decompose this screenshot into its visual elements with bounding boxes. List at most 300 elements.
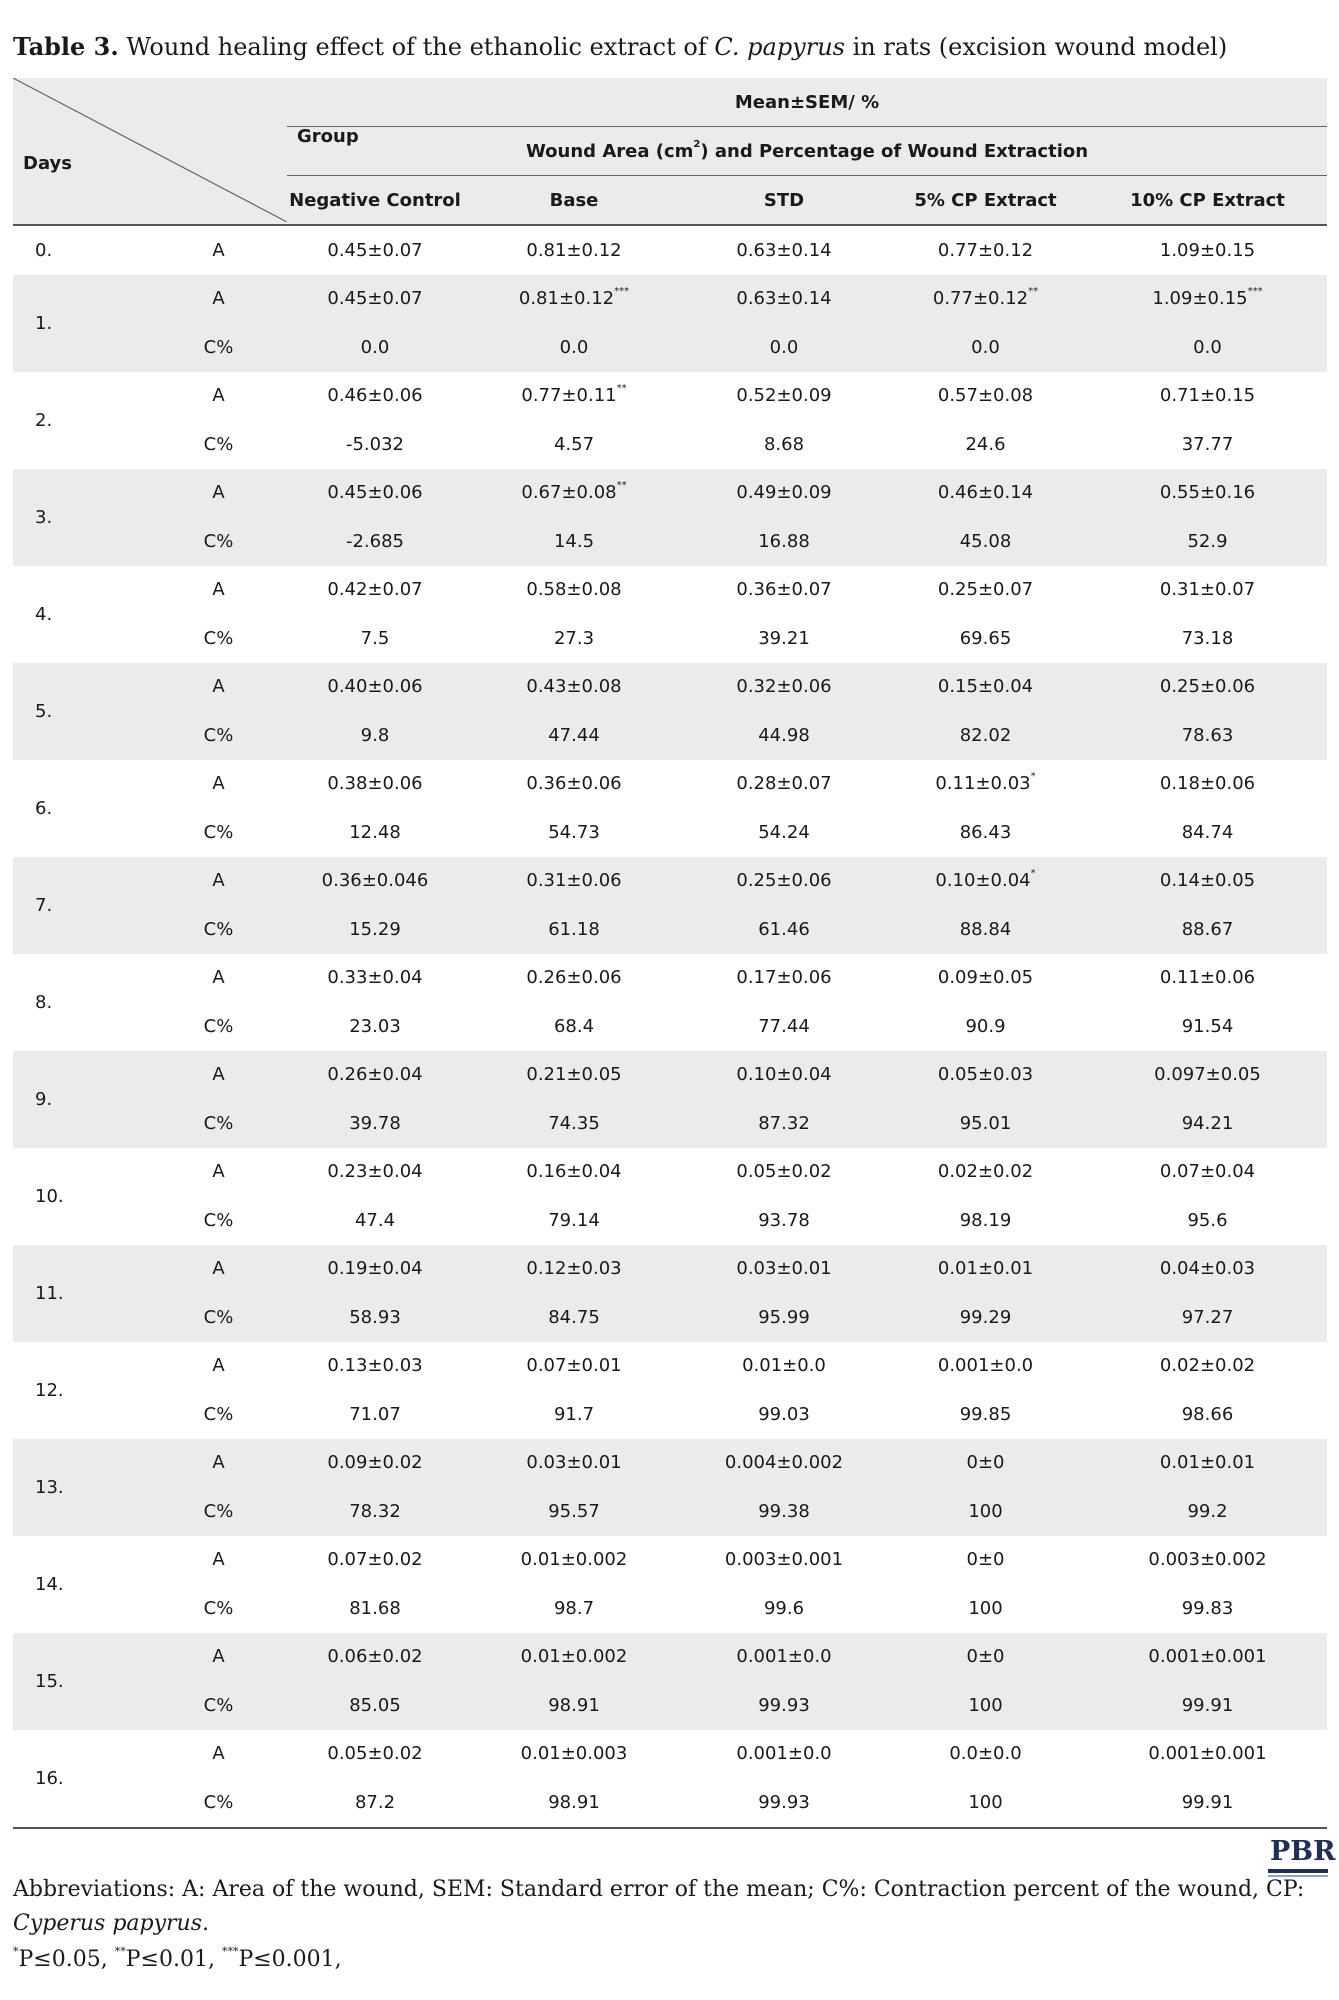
cell-value: 0.01±0.01 xyxy=(937,1258,1034,1280)
significance-mark: ** xyxy=(1028,286,1039,298)
value-cell xyxy=(685,372,883,421)
value-cell xyxy=(463,1439,685,1488)
day-cell: 7. xyxy=(13,857,150,954)
group-header: Group xyxy=(297,126,359,147)
value-cell xyxy=(883,1390,1088,1439)
group-cell: C% xyxy=(150,1293,287,1342)
group-cell: C% xyxy=(150,517,287,566)
value-cell xyxy=(883,275,1088,324)
group-cell: C% xyxy=(203,433,234,455)
value-cell xyxy=(463,760,685,809)
value-cell xyxy=(287,1633,463,1682)
value-cell xyxy=(463,323,685,372)
value-cell xyxy=(463,1002,685,1051)
value-cell xyxy=(685,1633,883,1682)
cell-value: 0.81±0.12 xyxy=(518,288,615,310)
value-cell xyxy=(685,1342,883,1391)
value-cell xyxy=(1088,1487,1327,1536)
cell-value: 0.01±0.01 xyxy=(1159,1452,1256,1474)
table-row xyxy=(13,1633,1327,1682)
value-cell xyxy=(685,1536,883,1585)
value-cell xyxy=(287,1002,463,1051)
value-cell xyxy=(287,1730,463,1779)
day-cell: 9. xyxy=(13,1051,150,1148)
table-row xyxy=(13,663,1327,712)
value-cell xyxy=(685,1584,883,1633)
cell-value: 0±0 xyxy=(966,1646,1005,1668)
value-cell xyxy=(685,954,883,1003)
cell-value: 1.09±0.15 xyxy=(1152,288,1248,310)
value-cell xyxy=(463,711,685,760)
value-cell xyxy=(1088,760,1327,809)
cell-value: 0.49±0.09 xyxy=(736,482,832,504)
value-cell xyxy=(1088,275,1327,324)
cell-value: 0.42±0.07 xyxy=(327,579,423,601)
value-cell xyxy=(685,1148,883,1197)
value-cell xyxy=(463,1196,685,1245)
cell-value: 0.31±0.07 xyxy=(1159,579,1256,601)
cell-value: -2.685 xyxy=(345,530,405,552)
group-cell: A xyxy=(212,1743,225,1765)
value-cell xyxy=(685,566,883,615)
table-row xyxy=(13,954,1327,1003)
cell-value: 9.8 xyxy=(360,724,390,746)
cell-value: 0.06±0.02 xyxy=(327,1646,423,1668)
table-row xyxy=(13,1439,1327,1488)
value-cell xyxy=(685,1439,883,1488)
value-cell xyxy=(463,420,685,469)
table-row xyxy=(13,275,1327,324)
footnote-species: Cyperus papyrus xyxy=(13,1911,203,1936)
value-cell xyxy=(463,1148,685,1197)
group-cell: A xyxy=(212,967,225,989)
cell-value: 0.09±0.05 xyxy=(937,967,1034,989)
cell-value: 95.6 xyxy=(1187,1209,1228,1231)
value-cell xyxy=(883,1730,1088,1779)
value-cell xyxy=(1088,1099,1327,1148)
cell-value: 23.03 xyxy=(349,1015,401,1037)
value-cell xyxy=(287,711,463,760)
group-cell: C% xyxy=(203,821,234,843)
group-cell: A xyxy=(150,275,287,324)
cell-value: 71.07 xyxy=(349,1403,401,1425)
value-cell xyxy=(685,905,883,954)
value-cell xyxy=(883,1245,1088,1294)
cell-value: 0.63±0.14 xyxy=(736,288,832,310)
cell-value: 94.21 xyxy=(1181,1112,1234,1134)
value-cell xyxy=(1088,1778,1327,1828)
day-cell: 1. xyxy=(13,275,150,372)
value-cell xyxy=(287,323,463,372)
table-row xyxy=(13,1002,1327,1051)
value-cell xyxy=(287,857,463,906)
value-cell xyxy=(463,905,685,954)
group-cell: A xyxy=(212,579,225,601)
value-cell xyxy=(883,1536,1088,1585)
cell-value: 0.001±0.0 xyxy=(736,1743,832,1765)
cell-value: 68.4 xyxy=(553,1015,595,1037)
value-cell xyxy=(1088,857,1327,906)
value-cell xyxy=(1088,1196,1327,1245)
cell-value: 0±0 xyxy=(966,1549,1005,1571)
group-cell: A xyxy=(212,1355,225,1377)
day-cell: 14. xyxy=(35,1573,64,1595)
cell-value: 0.36±0.046 xyxy=(321,870,429,892)
value-cell xyxy=(1088,1051,1327,1100)
value-cell xyxy=(287,808,463,857)
value-cell xyxy=(883,1778,1088,1828)
value-cell xyxy=(1088,1730,1327,1779)
cell-value: 98.19 xyxy=(959,1209,1012,1231)
cell-value: 99.2 xyxy=(1187,1500,1228,1522)
day-cell: 15. xyxy=(13,1633,150,1730)
cell-value: 0.0 xyxy=(1193,336,1222,358)
cell-value: 0.25±0.06 xyxy=(1159,676,1256,698)
table-row xyxy=(13,1681,1327,1730)
caption-label: Table 3. xyxy=(13,32,119,61)
cell-value: 61.18 xyxy=(548,918,600,940)
cell-value: 73.18 xyxy=(1181,627,1234,649)
table-row xyxy=(13,372,1327,421)
value-cell xyxy=(287,1681,463,1730)
value-cell xyxy=(685,1390,883,1439)
value-cell xyxy=(1088,566,1327,615)
table-row xyxy=(13,1778,1327,1828)
table-row xyxy=(13,808,1327,857)
group-cell: A xyxy=(212,1549,225,1571)
group-cell: C% xyxy=(150,1681,287,1730)
value-cell xyxy=(1088,1584,1327,1633)
cell-value: 15.29 xyxy=(349,918,401,940)
value-cell xyxy=(1088,1681,1327,1730)
day-cell: 13. xyxy=(13,1439,150,1536)
value-cell xyxy=(463,517,685,566)
cell-value: 0.55±0.16 xyxy=(1159,482,1256,504)
cell-value: 98.66 xyxy=(1181,1403,1234,1425)
table-row xyxy=(13,469,1327,518)
cell-value: 0.10±0.04 xyxy=(736,1064,832,1086)
value-cell xyxy=(287,1196,463,1245)
cell-value: 0.52±0.09 xyxy=(736,385,832,407)
cell-value: 0.46±0.06 xyxy=(327,385,423,407)
caption-text-after: in rats (excision wound model) xyxy=(852,33,1228,61)
group-cell: A xyxy=(150,663,287,712)
cell-value: 98.91 xyxy=(548,1791,600,1813)
day-cell: 10. xyxy=(35,1185,64,1207)
cell-value: 86.43 xyxy=(959,821,1012,843)
col-header-10pct-cp: 10% CP Extract xyxy=(1088,176,1327,226)
measure-header: Wound Area $(cm^2)$ and Percentage of Wound Extraction xyxy=(287,127,1327,176)
value-cell xyxy=(1088,1439,1327,1488)
group-cell: C% xyxy=(203,1403,234,1425)
value-cell xyxy=(287,905,463,954)
significance-mark: ** xyxy=(616,383,627,395)
value-cell xyxy=(463,1633,685,1682)
cell-value: 0.38±0.06 xyxy=(327,773,423,795)
cell-value: 0.63±0.14 xyxy=(736,239,832,261)
table-row xyxy=(13,1245,1327,1294)
cell-value: 88.84 xyxy=(959,918,1012,940)
cell-value: 99.85 xyxy=(959,1403,1012,1425)
cell-value: 0.003±0.002 xyxy=(1148,1549,1267,1571)
cell-value: 54.73 xyxy=(548,821,600,843)
value-cell xyxy=(1088,517,1327,566)
value-cell xyxy=(287,225,463,275)
cell-value: 0.0 xyxy=(559,336,589,358)
value-cell xyxy=(1088,614,1327,663)
cell-value: 44.98 xyxy=(758,724,810,746)
cell-value: 99.03 xyxy=(758,1403,810,1425)
value-cell xyxy=(463,1681,685,1730)
value-cell xyxy=(883,469,1088,518)
group-cell: C% xyxy=(150,1099,287,1148)
value-cell xyxy=(685,1099,883,1148)
cell-value: 0.11±0.06 xyxy=(1159,967,1256,989)
value-cell xyxy=(883,517,1088,566)
cell-value: 0.18±0.06 xyxy=(1159,773,1256,795)
cell-value: 100 xyxy=(968,1500,1003,1522)
cell-value: 47.44 xyxy=(548,724,600,746)
table-row xyxy=(13,1196,1327,1245)
value-cell xyxy=(685,275,883,324)
cell-value: 99.91 xyxy=(1181,1694,1234,1716)
cell-value: 0.05±0.03 xyxy=(937,1064,1034,1086)
value-cell xyxy=(287,1439,463,1488)
value-cell xyxy=(883,372,1088,421)
caption-species: C. papyrus xyxy=(714,33,845,61)
value-cell xyxy=(463,1293,685,1342)
value-cell xyxy=(883,663,1088,712)
cell-value: 47.4 xyxy=(354,1209,396,1231)
group-cell: C% xyxy=(150,1487,287,1536)
group-cell: A xyxy=(150,1051,287,1100)
table-row xyxy=(13,225,1327,275)
cell-value: 0.0 xyxy=(769,336,799,358)
value-cell xyxy=(463,808,685,857)
col-header-std: STD xyxy=(685,176,883,226)
cell-value: 12.48 xyxy=(349,821,401,843)
value-cell xyxy=(883,1196,1088,1245)
value-cell xyxy=(883,1439,1088,1488)
group-cell: C% xyxy=(203,1597,234,1619)
cell-value: 95.99 xyxy=(758,1306,810,1328)
significance-footnote: *P≤0.05, **P≤0.01, ***P≤0.001, xyxy=(13,1945,342,1972)
cell-value: 16.88 xyxy=(758,530,810,552)
value-cell xyxy=(463,663,685,712)
cell-value: 81.68 xyxy=(349,1597,401,1619)
cell-value: 0.001±0.0 xyxy=(736,1646,832,1668)
value-cell xyxy=(685,1778,883,1828)
cell-value: 0.67±0.08 xyxy=(521,482,617,504)
cell-value: 54.24 xyxy=(758,821,810,843)
cell-value: 98.7 xyxy=(553,1597,595,1619)
cell-value: 0.07±0.04 xyxy=(1159,1161,1256,1183)
caption-text-before: Wound healing effect of the ethanolic extract of xyxy=(126,33,707,61)
value-cell xyxy=(463,1536,685,1585)
value-cell xyxy=(883,1002,1088,1051)
cell-value: 97.27 xyxy=(1181,1306,1234,1328)
value-cell xyxy=(685,1196,883,1245)
day-cell: 8. xyxy=(35,991,53,1013)
value-cell xyxy=(883,614,1088,663)
cell-value: 0.45±0.07 xyxy=(327,288,423,310)
value-cell xyxy=(1088,1148,1327,1197)
table-row xyxy=(13,1148,1327,1197)
cell-value: 0.11±0.03 xyxy=(935,773,1031,795)
value-cell xyxy=(1088,469,1327,518)
cell-value: 0.43±0.08 xyxy=(526,676,622,698)
cell-value: 98.91 xyxy=(548,1694,600,1716)
cell-value: -5.032 xyxy=(345,433,405,455)
value-cell xyxy=(287,1245,463,1294)
cell-value: 0.25±0.06 xyxy=(736,870,832,892)
table-row xyxy=(13,1342,1327,1391)
table-row xyxy=(13,614,1327,663)
cell-value: 99.38 xyxy=(758,1500,810,1522)
value-cell xyxy=(685,663,883,712)
significance-mark: * xyxy=(1030,868,1036,880)
value-cell xyxy=(463,1487,685,1536)
cell-value: 100 xyxy=(968,1694,1003,1716)
value-cell xyxy=(685,711,883,760)
value-cell xyxy=(1088,1293,1327,1342)
value-cell xyxy=(287,566,463,615)
day-cell: 11. xyxy=(13,1245,150,1342)
cell-value: 78.32 xyxy=(349,1500,401,1522)
group-cell: C% xyxy=(150,905,287,954)
cell-value: 79.14 xyxy=(548,1209,600,1231)
days-group-corner-header xyxy=(13,78,359,225)
value-cell xyxy=(463,1730,685,1779)
significance-mark: * xyxy=(1030,771,1036,783)
cell-value: 0.17±0.06 xyxy=(736,967,832,989)
cell-value: 82.02 xyxy=(959,724,1012,746)
cell-value: 0.32±0.06 xyxy=(736,676,832,698)
cell-value: 0.0 xyxy=(971,336,1000,358)
cell-value: 0.14±0.05 xyxy=(1159,870,1256,892)
cell-value: 90.9 xyxy=(965,1015,1006,1037)
value-cell xyxy=(883,1293,1088,1342)
cell-value: 0.58±0.08 xyxy=(526,579,622,601)
value-cell xyxy=(463,614,685,663)
group-cell: A xyxy=(212,773,225,795)
table-row xyxy=(13,1099,1327,1148)
col-header-negative-control: Negative Control xyxy=(287,176,463,226)
cell-value: 0.097±0.05 xyxy=(1154,1064,1261,1086)
value-cell xyxy=(463,1099,685,1148)
value-cell xyxy=(287,420,463,469)
day-cell: 5. xyxy=(13,663,150,760)
value-cell xyxy=(463,954,685,1003)
value-cell xyxy=(287,1390,463,1439)
table-row xyxy=(13,517,1327,566)
group-cell: C% xyxy=(150,323,287,372)
value-cell xyxy=(1088,372,1327,421)
group-cell: A xyxy=(212,385,225,407)
cell-value: 0.03±0.01 xyxy=(526,1452,622,1474)
day-cell: 4. xyxy=(35,603,53,625)
cell-value: 69.65 xyxy=(959,627,1012,649)
value-cell xyxy=(287,663,463,712)
cell-value: 99.6 xyxy=(763,1597,805,1619)
table-row xyxy=(13,1730,1327,1779)
value-cell xyxy=(685,1730,883,1779)
cell-value: 99.29 xyxy=(959,1306,1012,1328)
cell-value: 45.08 xyxy=(959,530,1012,552)
cell-value: 0.45±0.06 xyxy=(327,482,423,504)
value-cell xyxy=(1088,1536,1327,1585)
cell-value: 61.46 xyxy=(758,918,810,940)
cell-value: 0.10±0.04 xyxy=(935,870,1031,892)
value-cell xyxy=(685,517,883,566)
cell-value: 91.7 xyxy=(553,1403,595,1425)
value-cell xyxy=(287,760,463,809)
cell-value: 0.40±0.06 xyxy=(327,676,423,698)
value-cell xyxy=(685,1051,883,1100)
value-cell xyxy=(463,1245,685,1294)
cell-value: 0.46±0.14 xyxy=(937,482,1034,504)
value-cell xyxy=(287,1778,463,1828)
value-cell xyxy=(463,225,685,275)
table-row xyxy=(13,420,1327,469)
cell-value: 99.91 xyxy=(1181,1791,1234,1813)
cell-value: 0.25±0.07 xyxy=(937,579,1034,601)
cell-value: 0.57±0.08 xyxy=(937,385,1034,407)
cell-value: 0.19±0.04 xyxy=(327,1258,423,1280)
group-cell: A xyxy=(150,1245,287,1294)
value-cell xyxy=(685,420,883,469)
cell-value: 0.07±0.01 xyxy=(526,1355,622,1377)
cell-value: 100 xyxy=(968,1597,1003,1619)
cell-value: 0.28±0.07 xyxy=(736,773,832,795)
value-cell xyxy=(463,857,685,906)
days-header: Days xyxy=(23,153,72,174)
mean-header: Mean±SEM/ % xyxy=(287,78,1327,127)
value-cell xyxy=(287,372,463,421)
value-cell xyxy=(883,225,1088,275)
value-cell xyxy=(463,372,685,421)
cell-value: 0.33±0.04 xyxy=(327,967,423,989)
value-cell xyxy=(883,420,1088,469)
value-cell xyxy=(1088,954,1327,1003)
value-cell xyxy=(463,566,685,615)
value-cell xyxy=(1088,1633,1327,1682)
cell-value: 39.78 xyxy=(349,1112,401,1134)
cell-value: 0.16±0.04 xyxy=(526,1161,622,1183)
cell-value: 0.36±0.06 xyxy=(526,773,622,795)
cell-value: 14.5 xyxy=(553,530,595,552)
cell-value: 77.44 xyxy=(758,1015,810,1037)
value-cell xyxy=(685,857,883,906)
value-cell xyxy=(685,614,883,663)
day-cell: 3. xyxy=(13,469,150,566)
cell-value: 0.001±0.001 xyxy=(1148,1743,1267,1765)
value-cell xyxy=(685,1245,883,1294)
cell-value: 91.54 xyxy=(1181,1015,1234,1037)
value-cell xyxy=(883,711,1088,760)
group-cell: A xyxy=(150,1633,287,1682)
value-cell xyxy=(883,1681,1088,1730)
cell-value: 0.36±0.07 xyxy=(736,579,832,601)
value-cell xyxy=(287,1293,463,1342)
value-cell xyxy=(463,1342,685,1391)
cell-value: 0.003±0.001 xyxy=(724,1549,844,1571)
cell-value: 0.45±0.07 xyxy=(327,239,423,261)
cell-value: 7.5 xyxy=(360,627,390,649)
cell-value: 99.93 xyxy=(758,1791,810,1813)
group-cell: C% xyxy=(150,711,287,760)
cell-value: 0.13±0.03 xyxy=(327,1355,423,1377)
